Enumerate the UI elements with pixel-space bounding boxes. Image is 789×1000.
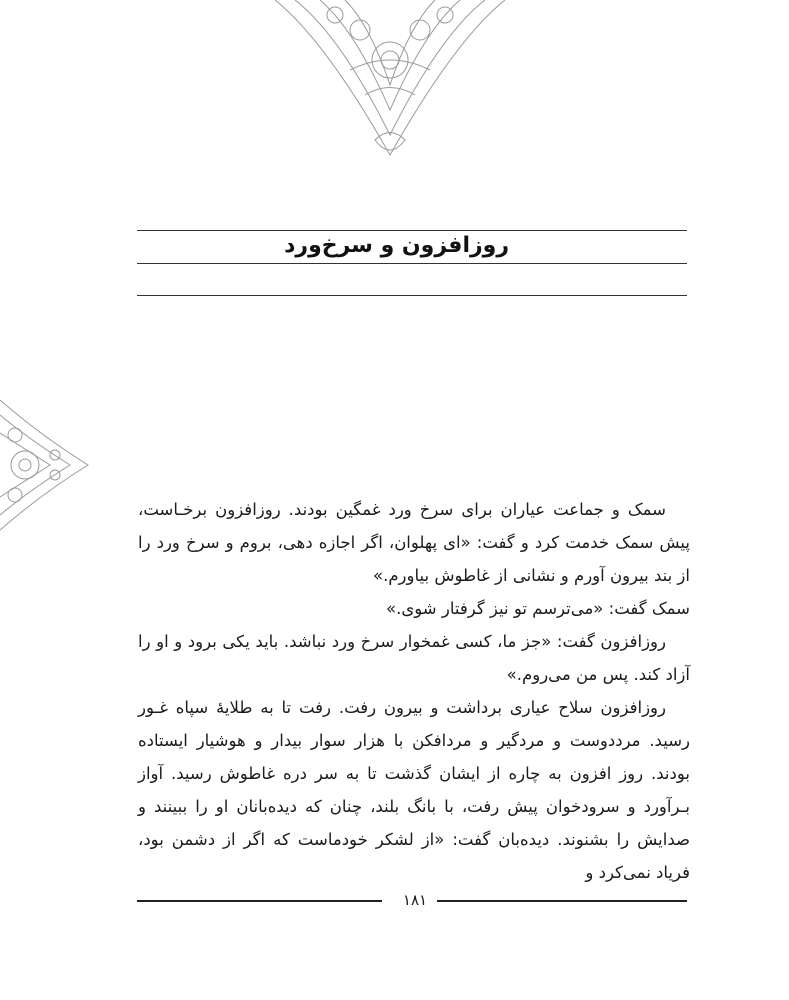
- top-arabesque-ornament: [265, 0, 515, 160]
- body-text: [138, 493, 690, 889]
- footer-left-rule: [137, 900, 382, 902]
- paragraph: روزافزون گفت: «جز ما، کسی غمخوار سرخ ورد نباشد. باید یکی برود و او را آزاد کند. پس من می‌روم.»: [138, 632, 690, 684]
- paragraph: سمک گفت: «می‌ترسم تو نیز گرفتار شوی.»: [386, 599, 690, 618]
- page-footer: [137, 890, 687, 910]
- paragraph: سمک و جماعت عیاران برای سرخ ورد غمگین بودند. روزافزون برخـاست، پیش سمک خدمت کرد و گفت: «ای پهلوان، اگر اجازه دهی، بروم و سرخ ورد را از بند بیرون آورم و نشانی از غاطوش بیاورم.»: [138, 500, 690, 585]
- left-arabesque-ornament: [0, 395, 90, 535]
- paragraph: روزافزون سلاح عیاری برداشت و بیرون رفت. رفت تا به طلایهٔ سپاه غـور رسید. مرددوست و مردگیر و مردافکن با هزار سوار بیدار و هوشیار ایستاده بودند. روز افزون به چاره از ایشان گذشت تا به سر دره غاطوش رسید. آواز بـرآورد و سرودخوان پیش رفت، با بانگ بلند، چنان که دیده‌بانان او را ببینند و صدایش را بشنوند. دیده‌بان گفت: «از لشکر خودماست که اگر از دشمن بود، فریاد نمی‌کرد و: [138, 698, 690, 882]
- title-middle-rule: [137, 263, 687, 264]
- footer-right-rule: [437, 900, 687, 902]
- chapter-title-frame: [137, 225, 687, 300]
- title-bottom-rule: [137, 295, 687, 296]
- chapter-title: روزافزون و سرخ‌ورد: [284, 233, 509, 258]
- page-number: ۱۸۱: [402, 891, 428, 909]
